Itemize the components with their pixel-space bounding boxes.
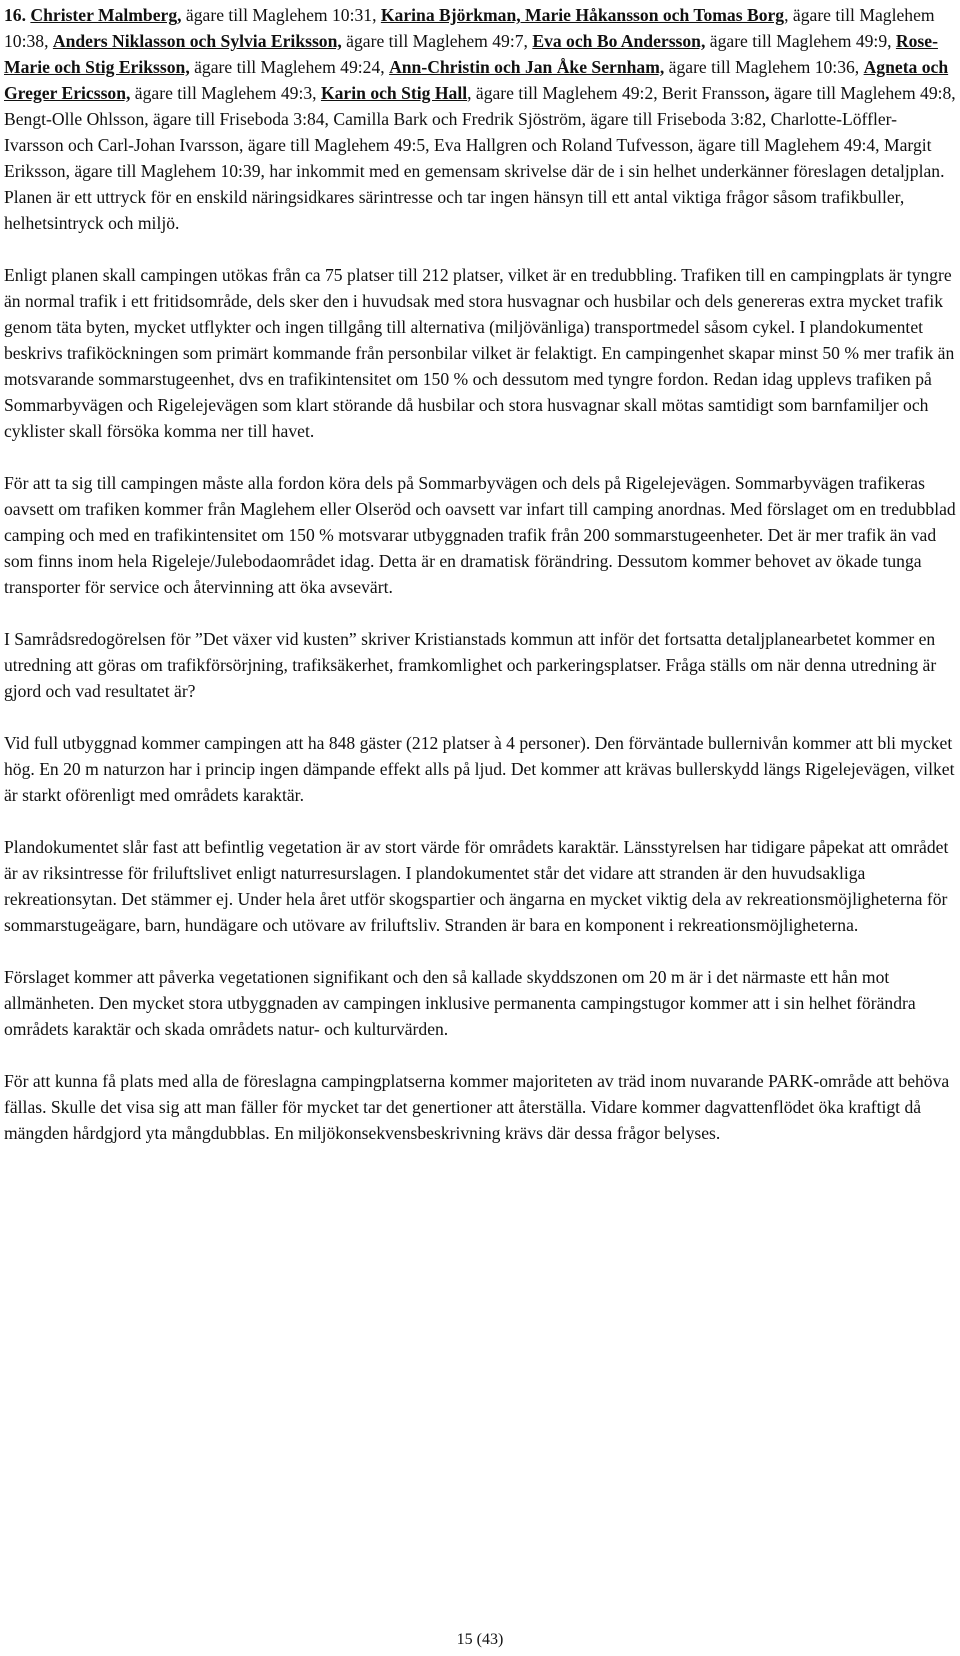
owner-name: Christer Malmberg, — [30, 5, 182, 25]
paragraph-16-submitters — [4, 2, 956, 236]
paragraph-traffic-increase: Enligt planen skall campingen utökas från ca 75 platser till 212 platser, vilket är en tredubbling. Trafiken till en campingplats är tyngre än normal trafik i ett fritidsområde, dels sker den i huvudsak med stora husvagnar och husbilar och dels genereras extra mycket trafik genom täta byten, mycket utflykter och ingen tillgång till alternativa (miljövänliga) transportmedel såsom cykel. I plandokumentet beskrivs trafiköckningen som primärt kommande från personbilar vilket är felaktigt. En campingenhet skapar minst 50 % mer trafik än motsvarande sommarstugeenhet, dvs en trafikintensitet om 150 % och dessutom med tyngre fordon. Redan idag upplevs trafiken på Sommarbyvägen och Rigelejevägen som klart störande då husbilar och stora husvagnar skall mötas samtidigt som barnfamiljer och cyklister skall försöka komma ner till havet. — [4, 265, 955, 441]
owner-name: Anders Niklasson och Sylvia Eriksson, — [52, 31, 342, 51]
document-body — [4, 2, 956, 1172]
paragraph-text: ägare till Maglehem 49:3, — [130, 83, 321, 103]
paragraph-samradsredogorelse: I Samrådsredogörelsen för ”Det växer vid kusten” skriver Kristianstads kommun att inför det fortsatta detaljplanearbetet kommer en utredning att göras om trafikförsörjning, trafiksäkerhet, framkomlighet och parkeringsplatser. Fråga ställs om när denna utredning är gjord och vad resultatet är? — [4, 629, 937, 701]
owner-name: Karina Björkman, Marie Håkansson och Tomas Borg — [380, 5, 785, 25]
section-number: 16. — [4, 5, 31, 25]
paragraph-text: ägare till Maglehem 49:7, — [341, 31, 533, 51]
paragraph-tree-felling: För att kunna få plats med alla de föreslagna campingplatserna kommer majoriteten av träd inom nuvarande PARK-område att behöva fällas. Skulle det visa sig att man fäller för mycket tar det genertioner att återställa. Vidare kommer dagvattenflödet öka kraftigt då mängden hårdgjord yta mångdubblas. En miljökonsekvensbeskrivning krävs där dessa frågor belyses. — [4, 1071, 950, 1143]
owner-name: Rose-Marie och Stig Eriksson, — [4, 31, 938, 77]
paragraph-text: ägare till Maglehem 49:9, — [705, 31, 896, 51]
paragraph-road-access: För att ta sig till campingen måste alla fordon köra dels på Sommarbyvägen och dels på Rigelejevägen. Sommarbyvägen trafikeras oavsett om trafiken kommer från Maglehem eller Olseröd och oavsett var infart till camping anordnas. Med förslaget om en tredubblad camping och med en trafikintensitet om 150 % motsvarar utbyggnaden trafik från 200 sommarstugeenheter. Det är mer trafik än vad som finns inom hela Rigeleje/Julebodaområdet idag. Detta är en dramatisk förändring. Dessutom kommer behovet av ökade tunga transporter för service och återvinning att öka avsevärt. — [4, 473, 956, 597]
paragraph-noise: Vid full utbyggnad kommer campingen att ha 848 gäster (212 platser à 4 personer). Den förväntade bullernivån kommer att bli mycket hög. En 20 m naturzon har i princip ingen dämpande effekt alls på ljud. Det kommer att krävas bullerskydd längs Rigelejevägen, vilket är starkt oförenligt med områdets karaktär. — [4, 733, 955, 805]
owner-name: Agneta och Greger Ericsson, — [4, 57, 949, 103]
owner-name: Karin och Stig Hall — [320, 83, 468, 103]
paragraph-text: ägare till Maglehem 49:8, Bengt-Olle Ohlsson, ägare till Friseboda 3:84, Camilla Bark och Fredrik Sjöström, ägare till Friseboda 3:82, Charlotte-Löffler-Ivarsson och Carl-Johan Ivarsson, ägare till Maglehem 49:5, Eva Hallgren och Roland Tufvesson, ägare till Maglehem 49:4, Margit Eriksson, ägare till Maglehem 10:39, har inkommit med en gemensam skrivelse där de i sin helhet underkänner föreslagen detaljplan. Planen är ett uttryck för en enskild näringsidkares särintresse och tar ingen hänsyn till ett antal viktiga frågor såsom trafikbuller, helhetsintryck och miljö. — [4, 83, 956, 233]
owner-name: , — [765, 83, 770, 103]
owner-name: Eva och Bo Andersson, — [532, 31, 706, 51]
page-number: 15 (43) — [456, 1631, 504, 1648]
paragraph-text: , ägare till Maglehem 10:38, — [4, 5, 935, 51]
paragraph-text: ägare till Maglehem 10:31, — [181, 5, 381, 25]
paragraph-vegetation-recreation: Plandokumentet slår fast att befintlig vegetation är av stort värde för områdets karaktär. Länsstyrelsen har tidigare påpekat att området är av riksintresse för friluftslivet enligt naturresurslagen. I plandokumentet står det vidare att stranden är den huvudsakliga rekreationsytan. Det stämmer ej. Under hela året utför skogspartier och ängarna en mycket viktig dela av rekreationsmöjligheterna för sommarstugeägare, barn, hundägare och utövare av friluftsliv. Stranden är bara en komponent i rekreationsmöjligheterna. — [4, 837, 949, 935]
paragraph-protection-zone: Förslaget kommer att påverka vegetationen signifikant och den så kallade skyddszonen om 20 m är i det närmaste ett hån mot allmänheten. Den mycket stora utbyggnaden av campingen inklusive permanenta campingstugor kommer att i sin helhet förändra områdets karaktär och skada områdets natur- och kulturvärden. — [4, 967, 916, 1039]
paragraph-text: ägare till Maglehem 49:24, — [189, 57, 390, 77]
paragraph-text: ägare till Maglehem 10:36, — [664, 57, 864, 77]
paragraph-text: , ägare till Maglehem 49:2, Berit Fransson — [467, 83, 766, 103]
owner-name: Ann-Christin och Jan Åke Sernham, — [389, 57, 665, 77]
